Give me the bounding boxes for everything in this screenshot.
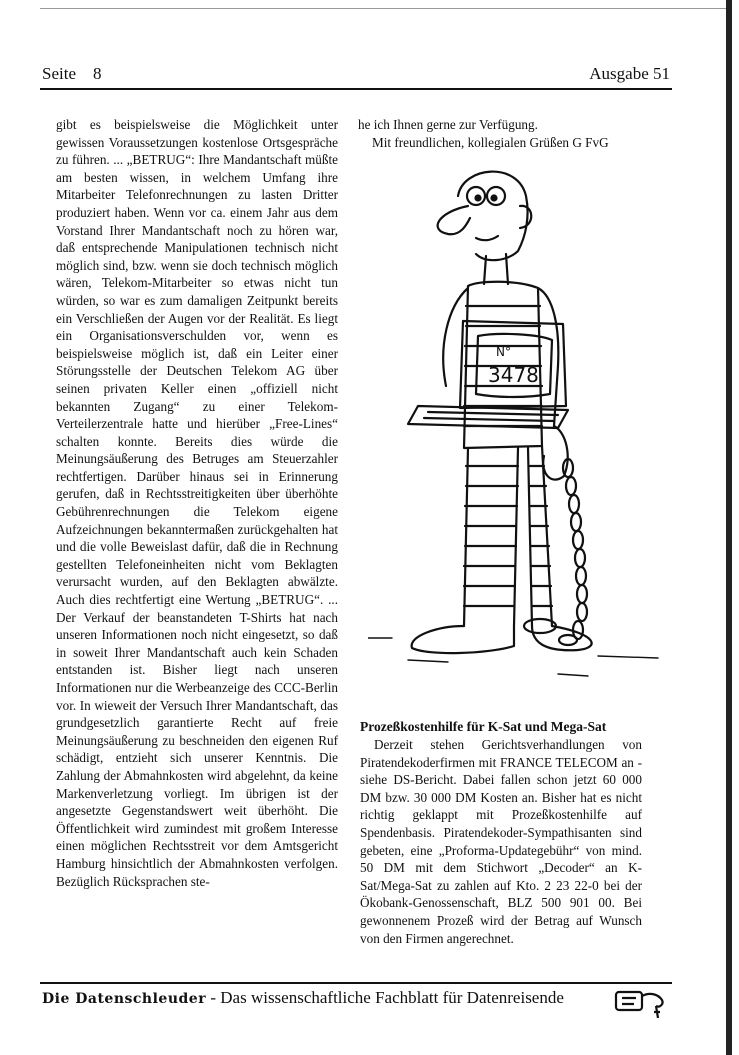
chaos-knoten-logo-icon [612, 986, 668, 1020]
footer-tagline: Das wissenschaftliche Fachblatt für Datenreisende [220, 988, 564, 1007]
footer-rule [40, 982, 672, 984]
cartoon-illustration [368, 156, 668, 696]
header-rule [40, 88, 672, 90]
letter-closing: Mit freundlichen, kollegialen Grüßen G FvG [372, 134, 609, 150]
right-column-top [358, 116, 642, 151]
page-header [42, 64, 670, 86]
footer-separator: - [206, 988, 221, 1007]
magazine-name: Die Datenschleuder [42, 991, 207, 1007]
left-column-text: gibt es beispielsweise die Möglichkeit unter gewissen Voraussetzungen kostenlose Ortsgespräche zu führen. ... „BETRUG“: Ihre Mandantschaft müßte am besten wissen, in welchem Umfang ihre Mitarbeiter Telefonrechnungen zu lasten Dritter produziert haben. Wenn vor ca. einem Jahr aus dem Vorstand Ihrer Mandantschaft noch zu hören war, daß entsprechende Manipulationen technisch nicht möglich sind, bzw. wenn sie doch technisch möglich wären, Telekom-Mitarbeiter so etwas nicht tun würden, so war es zum damaligen Zeitpunkt bereits ein Verschließen der Augen vor der Realität. Es liegt ein Organisationsverschulden vor, wenn es beispielsweise möglich ist, daß ein Leiter einer Störungsstelle der Deutschen Telekom AG über seinen privaten Keller einen „offiziell nicht bekannten Zugang“ zu einer Telekom-Verteilerzentrale hatte und hierüber „Free-Lines“ schalten konnte. Bereits dies würde die Meinungsäußerung des Betruges am Steuerzahler rechtfertigen. Darüber hinaus sei in Erinnerung gerufen, daß in Rechtsstreitigkeiten über überhöhte Gebührenrechnungen die Telekom eigene Aufzeichnungen bekanntermaßen zurückgehalten hat und die volle Beweislast dafür, daß die in Rechnung gestellten Telefoneinheiten nicht vom Beklagten verursacht wurden, auf den Beklagten abwälzte. Auch dies rechtfertigt eine Wertung „BETRUG“. ... Der Verkauf der beanstandeten T-Shirts hat nach unseren Informationen noch nicht eingesetzt, so daß in soweit Ihrer Mandantschaft auch kein Schaden entstanden ist. Bisher liegt nach unseren Informationen nur die Werbeanzeige des CCC-Berlin vor. In wieweit der Versuch Ihrer Mandantschaft, das grundgesetzlich garantierte Recht auf freie Meinungsäußerung zu beschneiden den eigenen Ruf schädigt, entzieht sich unserer Kenntnis. Die Zahlung der Abmahnkosten wird abgelehnt, da keine Markenverletzung vorliegt. Im übrigen ist der angesetzte Gegenstandswert weit überhöht. Die Öffentlichkeit wird zumindest mit großem Interesse einen möglichen Rechtsstreit vor dem Amtsgericht Hamburg hinsichtlich der Abmahnkosten verfolgen. Bezüglich Rücksprachen ste- [56, 117, 338, 889]
edition-number: Ausgabe 51 [589, 64, 670, 83]
page-footer [42, 988, 682, 1014]
terminal-label-top: N° [496, 345, 511, 359]
left-column [56, 116, 338, 890]
article-heading: Prozeßkostenhilfe für K-Sat und Mega-Sat [360, 719, 607, 734]
article-body: Derzeit stehen Gerichtsverhandlungen von Piratendekoderfirmen mit FRANCE TELECOM an - siehe DS-Bericht. Dabei fallen schon jetzt 60 000 DM bzw. 30 000 DM Kosten an. Bisher hat es nicht richtig geklappt mit Prozeßkostenhilfe auf Spendenbasis. Piratendekoder-Sympathisanten sind gebeten, eine „Proforma-Updategebühr“ von mind. 50 DM mit dem Stichwort „Decoder“ an K-Sat/Mega-Sat zu zahlen auf Kto. 2 23 22-0 bei der Ökobank-Genossenschaft, BLZ 500 901 00. Bei gewonnenem Prozeß wird der Betrag auf Wunsch von den Firmen angerechnet. [360, 737, 642, 946]
terminal-label-number: 3478 [488, 363, 539, 387]
page-edge-bar [726, 0, 732, 1055]
page-number: Seite 8 [42, 64, 102, 83]
top-edge-line [40, 8, 730, 9]
letter-continuation: he ich Ihnen gerne zur Verfügung. [358, 117, 538, 132]
article-block [360, 718, 642, 947]
